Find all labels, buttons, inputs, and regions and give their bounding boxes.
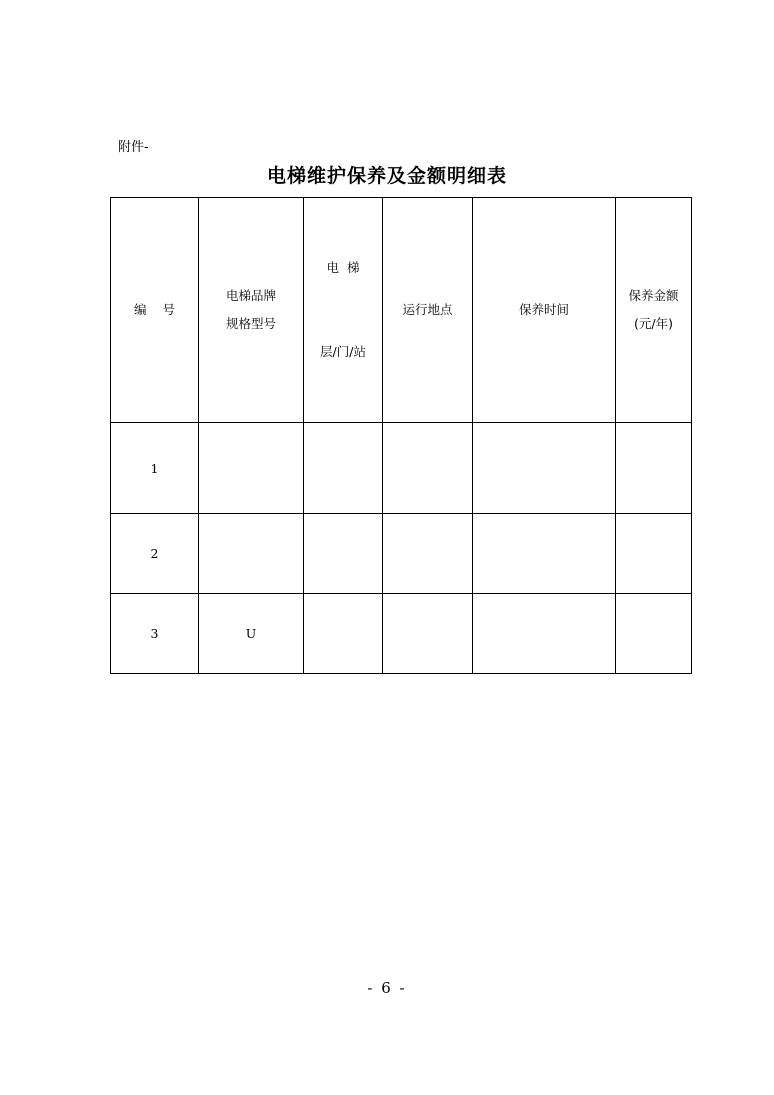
cell-amount (616, 594, 692, 674)
cell-time (473, 423, 616, 514)
header-location (383, 198, 473, 423)
cell-floors (304, 423, 383, 514)
header-amount-label: 保养金额 (628, 288, 679, 303)
cell-brand-model: U (199, 594, 304, 674)
table-row (111, 514, 692, 594)
header-number (111, 198, 199, 423)
header-model-label: 规格型号 (225, 316, 276, 331)
page-number: - 6 - (367, 979, 407, 997)
header-location-label: 运行地点 (402, 302, 453, 317)
header-brand-label: 电梯品牌 (225, 288, 276, 303)
header-maintenance-time (473, 198, 616, 423)
header-floors-doors-stations (304, 198, 383, 423)
page-title: 电梯维护保养及金额明细表 (266, 165, 507, 187)
header-amount-unit: (元/年) (634, 316, 673, 331)
cell-number: 1 (111, 423, 199, 514)
cell-amount (616, 514, 692, 594)
header-brand-model (199, 198, 304, 423)
header-time-label: 保养时间 (518, 302, 569, 317)
table-header-row (111, 198, 692, 423)
cell-brand-model (199, 514, 304, 594)
cell-floors (304, 514, 383, 594)
table-row (111, 423, 692, 514)
cell-amount (616, 423, 692, 514)
cell-number: 3 (111, 594, 199, 674)
attachment-label: 附件- (118, 140, 149, 155)
header-floors-label: 层/门/站 (320, 344, 366, 359)
cell-brand-model (199, 423, 304, 514)
maintenance-detail-table (110, 197, 692, 674)
cell-floors (304, 594, 383, 674)
header-maintenance-amount (616, 198, 692, 423)
cell-location (383, 594, 473, 674)
cell-location (383, 423, 473, 514)
cell-number: 2 (111, 514, 199, 594)
cell-time (473, 514, 616, 594)
header-elevator-label: 电 梯 (326, 260, 360, 275)
header-number-label: 编 号 (134, 302, 175, 317)
cell-time (473, 594, 616, 674)
cell-location (383, 514, 473, 594)
table-row (111, 594, 692, 674)
